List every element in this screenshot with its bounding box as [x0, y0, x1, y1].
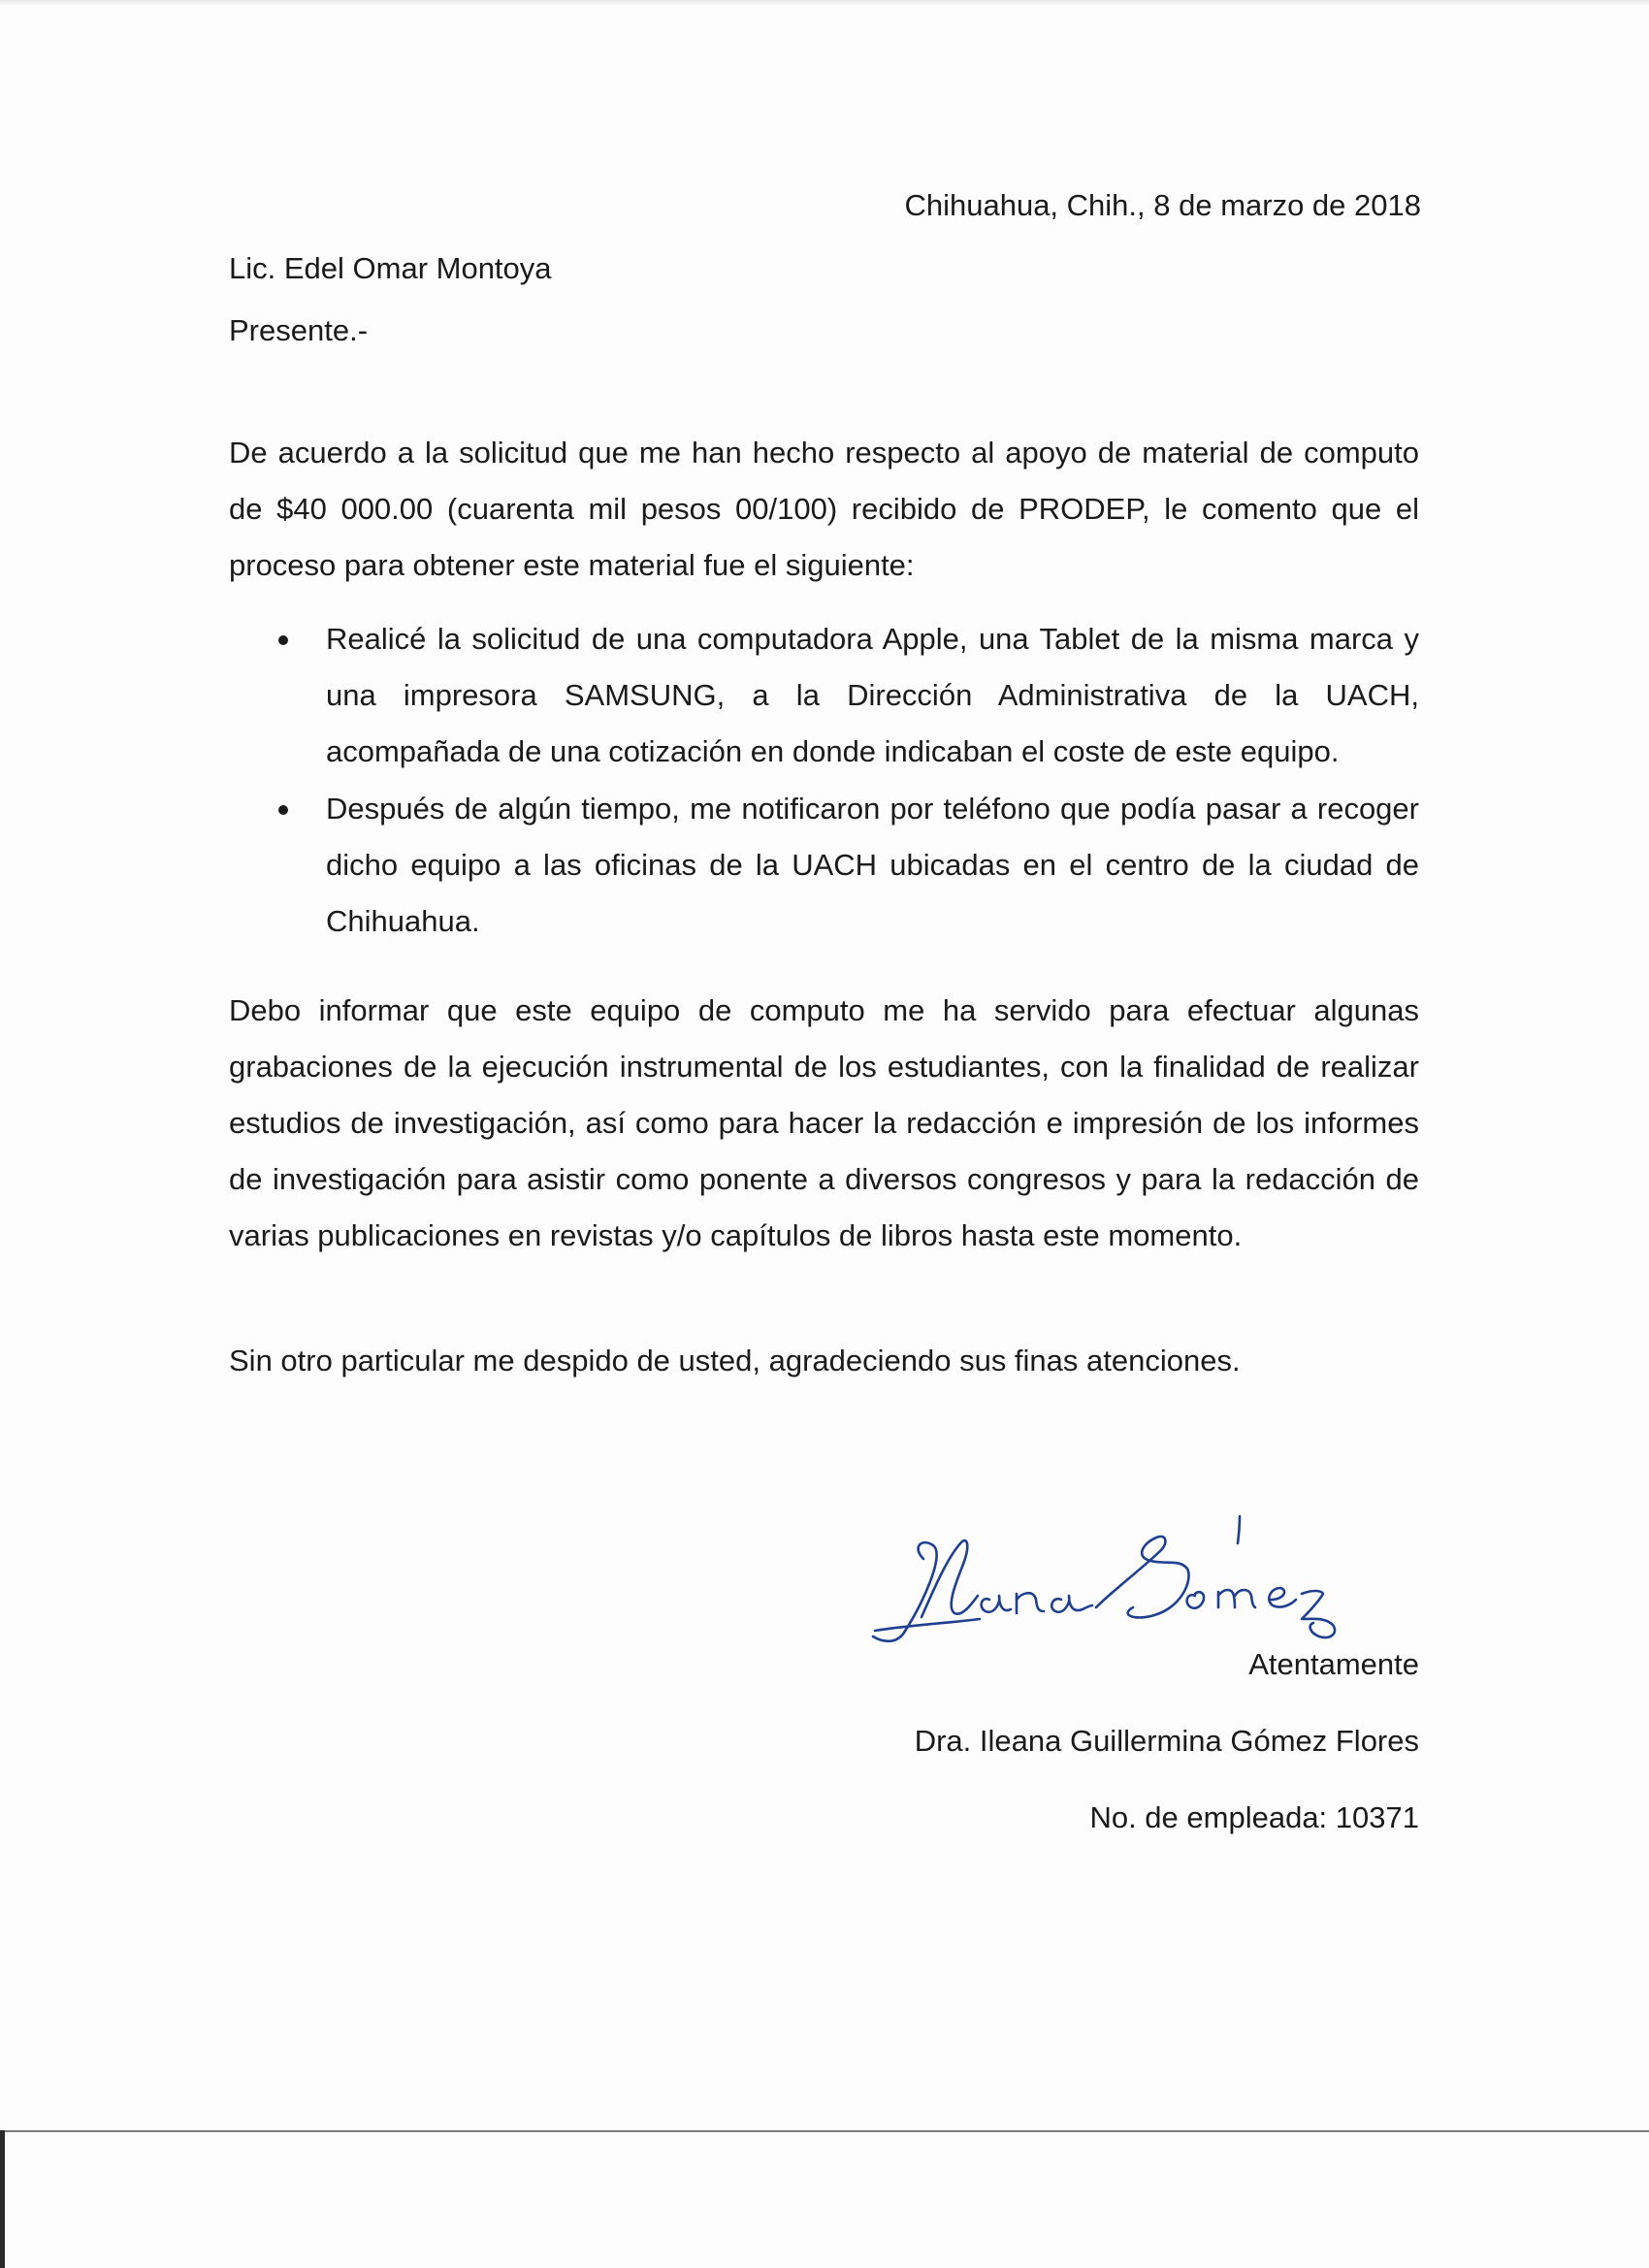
list-item-text: Realicé la solicitud de una computadora Apple, una Tablet de la misma marca y una impresora SAMSUNG, a la Dirección Administrativa de la UACH, acompañada de una cotización en donde indicaban el coste de este equipo. — [326, 622, 1419, 768]
signer-name: Dra. Ileana Guillermina Gómez Flores — [914, 1724, 1419, 1758]
bullet-icon — [278, 635, 288, 645]
list-item — [229, 611, 1419, 780]
paragraph-farewell: Sin otro particular me despido de usted, agradeciendo sus finas atenciones. — [229, 1344, 1241, 1377]
list-item-text: Después de algún tiempo, me notificaron por teléfono que podía pasar a recoger dicho equipo a las oficinas de la UACH ubicadas en el centro de la ciudad de Chihuahua. — [326, 792, 1419, 938]
addressee: Lic. Edel Omar Montoya — [229, 251, 552, 285]
list-item — [229, 781, 1419, 950]
letter-date: Chihuahua, Chih., 8 de marzo de 2018 — [904, 188, 1421, 222]
employee-number: No. de empleada: 10371 — [1089, 1800, 1419, 1834]
bullet-list — [229, 611, 1419, 951]
scan-fold-line — [0, 2130, 1649, 2132]
paragraph-intro: De acuerdo a la solicitud que me han hecho respecto al apoyo de material de computo de $40 000.00 (cuarenta mil pesos 00/100) recibido de PRODEP, le comento que el proceso para obtener este material fue el siguiente: — [229, 436, 1419, 582]
scan-top-edge — [0, 0, 1649, 6]
closing-remark: Atentamente — [1248, 1647, 1419, 1681]
bullet-icon — [278, 805, 288, 815]
scan-left-edge — [0, 2130, 5, 2268]
greeting: Presente.- — [229, 313, 369, 347]
paragraph-usage: Debo informar que este equipo de computo me ha servido para efectuar algunas grabaciones de la ejecución instrumental de los estudiantes, con la finalidad de realizar estudios de investigación, así como para hacer la redacción e impresión de los informes de investigación para asistir como ponente a diversos congresos y para la redacción de varias publicaciones en revistas y/o capítulos de libros hasta este momento. — [229, 993, 1419, 1252]
